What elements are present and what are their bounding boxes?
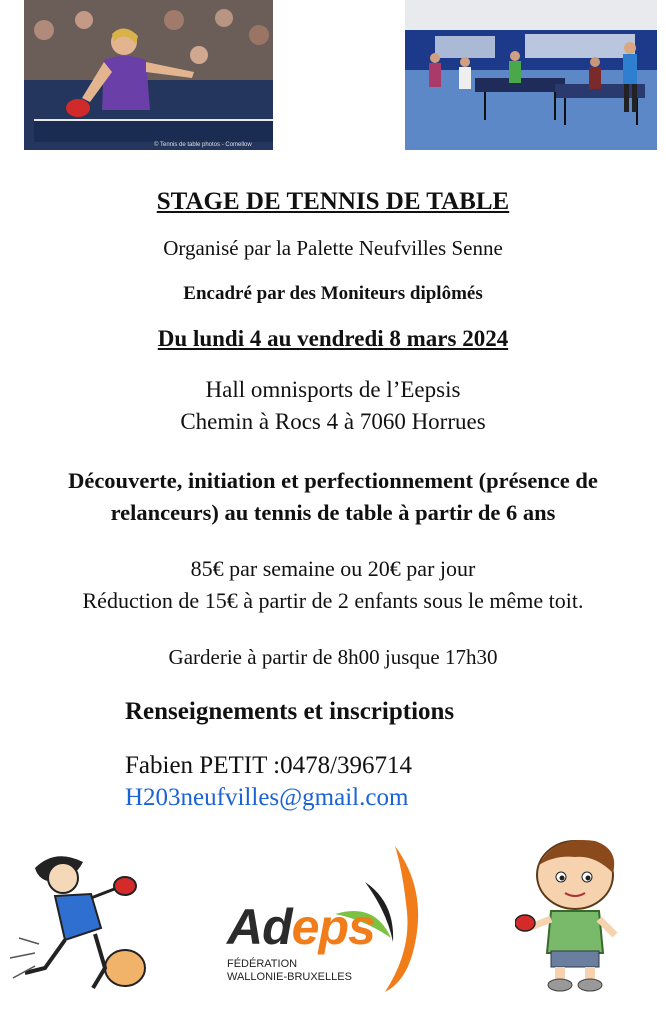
adeps-eps: eps [291,899,375,955]
description-line-2: relanceurs) au tennis de table à partir de 6 ans [110,500,556,525]
cartoon-player-left-art [5,848,155,1008]
pricing-block [0,553,666,617]
venue-block [0,374,666,438]
page-title: STAGE DE TENNIS DE TABLE [156,188,510,215]
photo-gym-art [405,0,657,150]
adeps-subtitle [227,958,352,984]
venue-line-2: Chemin à Rocs 4 à 7060 Horrues [180,409,486,434]
venue-line-1: Hall omnisports de l’Eepsis [205,377,461,402]
pricing-line-2: Réduction de 15€ à partir de 2 enfants sous le même toit. [82,588,584,613]
photo-gym [405,0,657,150]
cartoon-boy-right [515,835,635,995]
photo-tournament [24,0,273,150]
adeps-logo [215,842,445,992]
description-block [0,465,666,529]
description-line-1: Découverte, initiation et perfectionnement (présence de [68,468,598,493]
contact-name-phone: Fabien PETIT :0478/396714 [125,752,413,779]
photo-tournament-art [24,0,273,150]
adeps-line-2: WALLONIE-BRUXELLES [227,971,352,983]
cartoon-player-left [5,848,155,1008]
adeps-ad: Ad [227,899,292,955]
contact-email-link[interactable]: H203neufvilles@gmail.com [125,784,409,811]
pricing-line-1: 85€ par semaine ou 20€ par jour [190,556,476,581]
cartoon-boy-right-art [515,835,635,995]
adeps-line-1: FÉDÉRATION [227,958,298,970]
daycare-text: Garderie à partir de 8h00 jusque 17h30 [168,645,498,669]
adeps-wordmark [227,898,375,956]
photo-caption: © Tennis de table photos - Comellow [154,142,252,148]
organizer-text: Organisé par la Palette Neufvilles Senne [163,236,503,260]
dates-text: Du lundi 4 au vendredi 8 mars 2024 [157,326,509,351]
info-heading: Renseignements et inscriptions [125,698,455,725]
supervisors-text: Encadré par des Moniteurs diplômés [183,283,483,304]
